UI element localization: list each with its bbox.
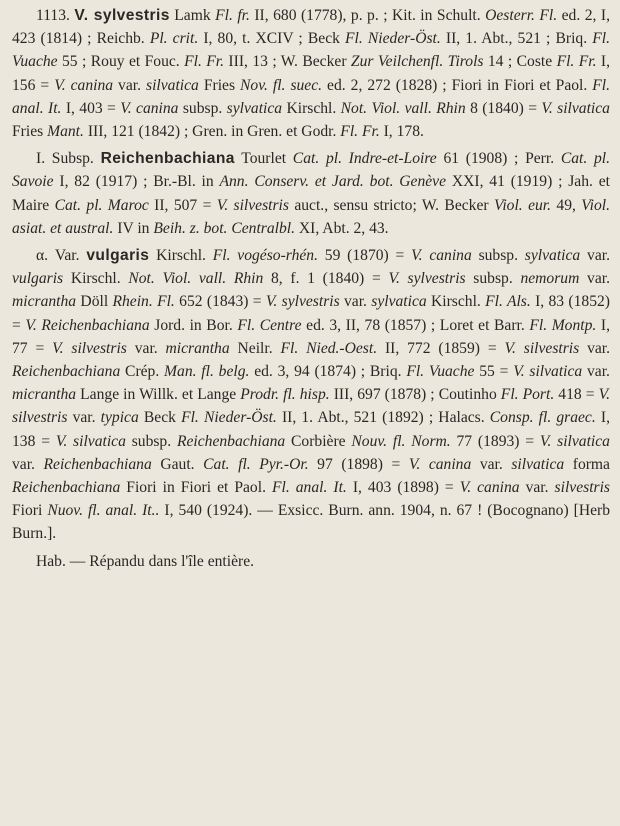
italic-citation: sylvatica (524, 247, 581, 265)
citation-text: Lange in Willk. et Lange (76, 386, 241, 404)
citation-text: subsp. (178, 99, 227, 117)
italic-citation: Cat. pl. Savoie (12, 150, 610, 191)
italic-citation: Fl. vogéso-rhén. (212, 247, 318, 265)
citation-text: 61 (1908) ; Perr. (436, 150, 561, 168)
italic-citation: Nuov. fl. anal. It.. (47, 502, 160, 520)
italic-citation: V. canina (54, 76, 114, 94)
italic-citation: Beih. z. bot. Centralbl. (153, 219, 296, 237)
citation-text: II, 507 = (148, 196, 217, 214)
citation-text: XI, Abt. 2, 43. (295, 219, 389, 237)
italic-citation: V. silvatica (539, 432, 610, 450)
citation-text: I, 403 = (61, 99, 121, 117)
citation-text: III, 13 ; W. Becker (224, 53, 351, 71)
italic-citation: Pl. crit. (149, 30, 199, 48)
variety-name: vulgaris (86, 247, 150, 265)
italic-citation: Man. fl. belg. (164, 363, 250, 381)
italic-citation: Fl. Nied.-Oest. (280, 339, 378, 357)
italic-citation: V. canina (120, 99, 179, 117)
citation-text: 55 = (474, 363, 514, 381)
citation-text: Döll (76, 293, 113, 311)
italic-citation: Cat. pl. Maroc (54, 196, 149, 214)
italic-citation: Fl. Als. (485, 293, 531, 311)
citation-text: ed. 3, II, 78 (1857) ; Loret et Barr. (301, 316, 530, 334)
citation-text: I, 77 = (12, 316, 610, 357)
citation-text: IV in (113, 219, 154, 237)
citation-text: Fiori (12, 502, 48, 520)
italic-citation: Fl. Port. (500, 386, 555, 404)
italic-citation: Fl. anal. It. (12, 76, 611, 117)
citation-text: var. (582, 363, 610, 381)
italic-citation: Fl. fr. (215, 7, 250, 24)
citation-text: ed. 2, I, 423 (1814) ; Reichb. (12, 7, 610, 48)
citation-text: II, 772 (1859) = (377, 339, 505, 357)
italic-citation: Viol. asiat. et austral. (12, 196, 610, 237)
italic-citation: Rhein. Fl. (112, 293, 175, 311)
italic-citation: Not. Viol. vall. Rhin (128, 270, 264, 288)
citation-text: III, 697 (1878) ; Coutinho (329, 386, 501, 404)
italic-citation: Viol. eur. (493, 196, 552, 214)
citation-text: Fiori in Fiori et Paol. (120, 479, 272, 497)
citation-text: Kirschl. (63, 270, 129, 288)
italic-citation: V. Reichenbachiana (25, 316, 150, 334)
citation-text: Tourlet (234, 150, 293, 168)
citation-text: var. (580, 247, 610, 265)
italic-citation: Fl. Vuache (406, 363, 475, 381)
citation-text: II, 1. Abt., 521 (1892) ; Halacs. (276, 409, 490, 427)
citation-text: Gaut. (151, 455, 204, 473)
italic-citation: Fl. Nieder-Öst. (181, 409, 277, 427)
italic-citation: V. sylvestris (265, 293, 340, 311)
italic-citation: Reichenbachiana (12, 479, 121, 497)
citation-text: subsp. (465, 270, 521, 288)
citation-text: Corbière (285, 432, 352, 450)
citation-text: I, 80, t. XCIV ; Beck (198, 30, 346, 48)
citation-text: I, 403 (1898) = (346, 479, 460, 497)
italic-citation: typica (100, 409, 139, 427)
citation-text: I, 156 = (12, 53, 610, 94)
italic-citation: V. silvestris (504, 339, 580, 357)
italic-citation: vulgaris (12, 270, 64, 288)
italic-citation: Not. Viol. vall. Rhin (340, 99, 466, 117)
species-citations (12, 7, 610, 140)
italic-citation: Prodr. fl. hisp. (240, 386, 330, 404)
citation-text: auct., sensu stricto; W. Becker (288, 196, 494, 214)
citation-text: II, 680 (1778), p. p. ; Kit. in Schult. (249, 7, 486, 24)
italic-citation: Reichenbachiana (12, 363, 121, 381)
italic-citation: Mant. (47, 123, 84, 141)
citation-text: I, 138 = (12, 409, 610, 450)
italic-citation: Ann. Conserv. et Jard. bot. Genève (219, 173, 447, 191)
subspecies-name: Reichenbachiana (100, 150, 235, 168)
italic-citation: Reichenbachiana (176, 432, 286, 450)
citation-text: var. (12, 455, 44, 473)
citation-text: var. (339, 293, 372, 311)
citation-text: var. (519, 479, 555, 497)
citation-text: Fries (12, 123, 48, 141)
italic-citation: Cat. fl. Pyr.-Or. (203, 455, 309, 473)
subspecies-label: I. Subsp. (36, 150, 94, 168)
citation-text: 49, (551, 196, 582, 214)
italic-citation: Cat. pl. Indre-et-Loire (292, 150, 437, 168)
citation-text: var. (113, 76, 146, 94)
italic-citation: Fl. Vuache (12, 30, 610, 71)
citation-text: Neilr. (229, 339, 281, 357)
italic-citation: sylvatica (226, 99, 283, 117)
citation-text: ed. 2, 272 (1828) ; Fiori in Fiori et Paol. (322, 76, 593, 94)
italic-citation: V. silvestris (12, 386, 610, 427)
italic-citation: silvestris (554, 479, 610, 497)
italic-citation: Nouv. fl. Norm. (351, 432, 451, 450)
variety-entry (12, 244, 610, 546)
citation-text: 55 ; Rouy et Fouc. (57, 53, 185, 71)
citation-text: subsp. (471, 247, 525, 265)
citation-text: 418 = (554, 386, 599, 404)
italic-citation: Fl. (539, 7, 558, 24)
citation-text: II, 1. Abt., 521 ; Briq. (440, 30, 593, 48)
italic-citation: Fl. Centre (237, 316, 302, 334)
citation-text: Kirschl. (426, 293, 486, 311)
citation-text: Beck (138, 409, 182, 427)
citation-text: 14 ; Coste (483, 53, 557, 71)
italic-citation: micrantha (12, 293, 77, 311)
subspecies-entry (12, 147, 610, 240)
italic-citation: Reichenbachiana (43, 455, 152, 473)
citation-text: I, 540 (1924). — Exsicc. Burn. ann. 1904, n. 67 ! (Bocognano) [Herb Burn.]. (12, 502, 610, 543)
citation-text: 59 (1870) = (318, 247, 412, 265)
italic-citation: Zur Veilchenfl. Tirols (350, 53, 484, 71)
citation-text: forma (564, 455, 610, 473)
italic-citation: nemorum (520, 270, 580, 288)
italic-citation: Fl. Fr. (184, 53, 225, 71)
italic-citation: Nov. fl. suec. (240, 76, 323, 94)
citation-text: ed. 3, 94 (1874) ; Briq. (249, 363, 407, 381)
citation-text: subsp. (125, 432, 177, 450)
species-entry (12, 4, 610, 143)
italic-citation: V. canina (408, 455, 472, 473)
citation-text: Fries (198, 76, 241, 94)
italic-citation: Consp. fl. graec. (489, 409, 596, 427)
citation-text: III, 121 (1842) ; Gren. in Gren. et Godr. (83, 123, 341, 141)
citation-text: I, 83 (1852) = (12, 293, 610, 334)
italic-citation: V. silvatica (541, 99, 610, 117)
citation-text: Jord. in Bor. (149, 316, 238, 334)
citation-text: I, 82 (1917) ; Br.-Bl. in (53, 173, 220, 191)
italic-citation: V. silvestris (52, 339, 127, 357)
italic-citation: Fl. anal. It. (271, 479, 347, 497)
citation-text: var. (67, 409, 101, 427)
citation-text: var. (579, 339, 611, 357)
citation-text: var. (126, 339, 166, 357)
citation-text: 8, f. 1 (1840) = (263, 270, 389, 288)
italic-citation: micrantha (165, 339, 230, 357)
citation-text: var. (579, 270, 610, 288)
citation-text: Kirschl. (149, 247, 213, 265)
citation-text: Kirschl. (282, 99, 341, 117)
citation-text: 77 (1893) = (450, 432, 540, 450)
citation-text: I, 178. (379, 123, 424, 141)
italic-citation: V. silvatica (55, 432, 126, 450)
italic-citation: Fl. Fr. (556, 53, 597, 71)
italic-citation: micrantha (12, 386, 77, 404)
italic-citation: Oesterr. (485, 7, 535, 24)
citation-text: XXI, 41 (1919) ; Jah. et Maire (12, 173, 610, 214)
italic-citation: sylvatica (371, 293, 427, 311)
italic-citation: V. canina (411, 247, 472, 265)
italic-citation: Fl. Nieder-Öst. (345, 30, 441, 48)
italic-citation: V. sylvestris (388, 270, 466, 288)
italic-citation: Fl. Montp. (529, 316, 597, 334)
italic-citation: V. silvatica (513, 363, 583, 381)
species-name: V. sylvestris (74, 7, 170, 24)
italic-citation: V. silvestris (216, 196, 289, 214)
italic-citation: silvatica (146, 76, 199, 94)
italic-citation: Fl. Fr. (340, 123, 380, 141)
variety-label: α. Var. (36, 247, 80, 265)
citation-text: 652 (1843) = (174, 293, 266, 311)
variety-citations (12, 247, 610, 542)
citation-text: 8 (1840) = (465, 99, 542, 117)
citation-text: 97 (1898) = (308, 455, 409, 473)
citation-text: var. (471, 455, 512, 473)
italic-citation: silvatica (511, 455, 565, 473)
italic-citation: V. canina (459, 479, 520, 497)
entry-number: 1113. (36, 7, 70, 24)
citation-text: Lamk (174, 7, 216, 24)
citation-text: Crép. (120, 363, 165, 381)
habitat-line: Hab. — Répandu dans l'île entière. (36, 552, 255, 570)
